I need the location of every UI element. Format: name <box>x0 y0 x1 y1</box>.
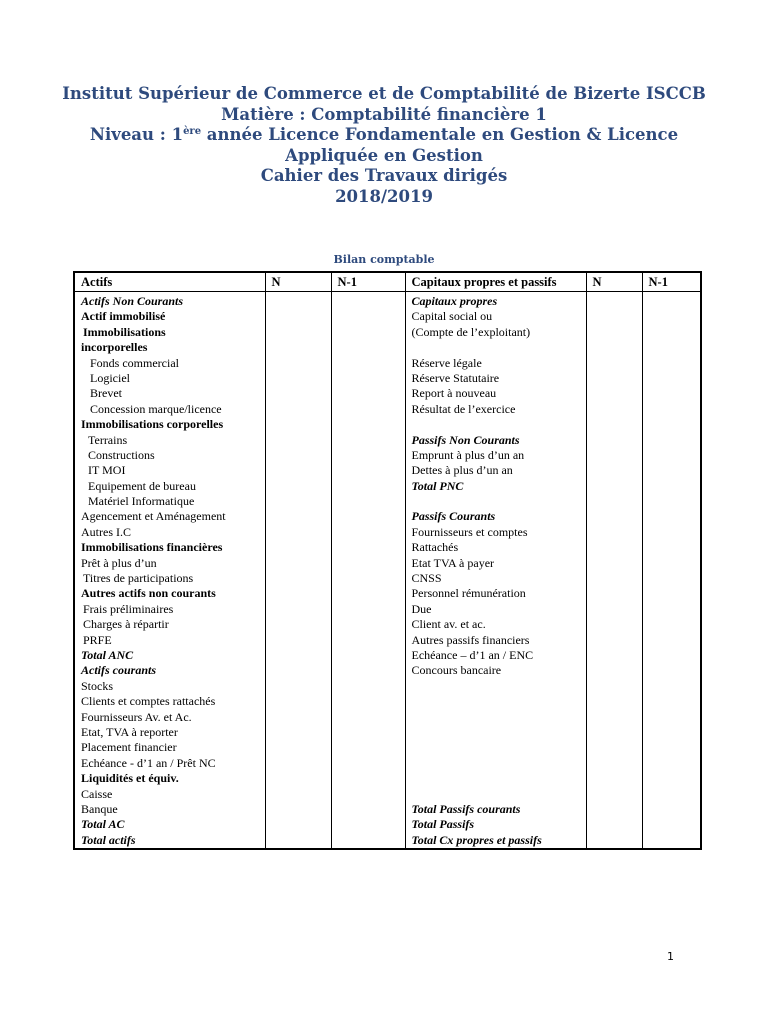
level-rest: année Licence Fondamentale en Gestion & Licence <box>201 125 679 144</box>
passif-line-item: Autres passifs financiers <box>411 632 530 647</box>
blank-line <box>412 771 586 786</box>
actif-line-item: Actifs Non Courants <box>81 294 184 308</box>
actif-line-item: Agencement et Aménagement <box>81 509 226 524</box>
actif-line-item: Banque <box>81 801 118 816</box>
blank-line <box>412 787 586 802</box>
table-header-row <box>74 272 701 292</box>
actif-line-item: Concession marque/licence <box>90 401 222 416</box>
blank-line <box>412 756 586 771</box>
actif-line-item: Brevet <box>90 386 122 401</box>
actif-line-item: Terrains <box>88 432 128 447</box>
actif-line-item: Matériel Informatique <box>88 494 195 509</box>
actif-line-item: Echéance - d’1 an / Prêt NC <box>81 755 216 770</box>
passif-line-item: Résultat de l’exercice <box>411 401 516 416</box>
actif-line-item: Immobilisations financières <box>81 540 223 555</box>
level-prefix: Niveau : 1 <box>89 125 184 144</box>
actif-line-item: Autres actifs non courants <box>81 586 216 601</box>
actif-line-item: IT MOI <box>88 463 126 478</box>
passifs-n-column <box>586 292 642 850</box>
header-n-passifs: N <box>586 272 642 292</box>
actif-line-item: Titres de participations <box>83 571 194 586</box>
header-actifs: Actifs <box>74 272 265 292</box>
actif-line-item: PRFE <box>83 632 112 647</box>
passif-line-item: Client av. et ac. <box>411 617 486 632</box>
passif-line-item: Réserve Statutaire <box>411 370 500 385</box>
passif-line-item: Dettes à plus d’un an <box>411 463 513 478</box>
page-number: 1 <box>667 950 674 963</box>
workbook-title: Cahier des Travaux dirigés <box>260 166 508 185</box>
actif-line-item: Equipement de bureau <box>88 478 196 493</box>
blank-line <box>412 494 586 509</box>
blank-line <box>412 417 586 432</box>
passif-line-item: Passifs Non Courants <box>411 432 520 447</box>
actif-line-item: Constructions <box>88 447 155 462</box>
passif-line-item: Echéance – d’1 an / ENC <box>411 647 534 662</box>
blank-line <box>412 725 586 740</box>
passif-line-item: Personnel rémunération <box>411 586 526 601</box>
actif-line-item: Fonds commercial <box>90 355 179 370</box>
table-body-row <box>74 292 701 850</box>
passif-line-item: Réserve légale <box>411 355 482 370</box>
passif-line-item: Total Cx propres et passifs <box>411 832 542 847</box>
header-passifs: Capitaux propres et passifs <box>405 272 586 292</box>
actif-line-item: Immobilisations <box>83 324 166 339</box>
header-n1-actifs: N-1 <box>331 272 405 292</box>
level-superscript: ère <box>183 126 202 137</box>
actif-line-item: Etat, TVA à reporter <box>81 724 178 739</box>
level-title <box>0 125 768 146</box>
actif-line-item: Logiciel <box>90 370 130 385</box>
actif-line-item: Frais préliminaires <box>83 601 174 616</box>
header-n-actifs: N <box>265 272 331 292</box>
passifs-n1-column <box>642 292 701 850</box>
actif-line-item: Total actifs <box>81 832 136 847</box>
passif-line-item: Concours bancaire <box>411 663 502 678</box>
academic-year: 2018/2019 <box>335 186 433 206</box>
actif-line-item: Prêt à plus d’un <box>81 555 157 570</box>
balance-sheet-table <box>73 271 702 850</box>
passif-line-item: (Compte de l’exploitant) <box>411 324 531 339</box>
blank-line <box>412 679 586 694</box>
actif-line-item: Actifs courants <box>81 663 157 678</box>
level-continuation: Appliquée en Gestion <box>285 145 483 165</box>
actifs-column <box>74 292 265 850</box>
passifs-column <box>405 292 586 850</box>
actif-line-item: Placement financier <box>81 740 177 755</box>
actif-line-item: Fournisseurs Av. et Ac. <box>81 709 192 724</box>
actifs-n-column <box>265 292 331 850</box>
passif-line-item: Total Passifs courants <box>411 801 521 816</box>
passif-line-item: Etat TVA à payer <box>411 555 495 570</box>
passif-line-item: Capitaux propres <box>411 294 498 308</box>
passif-line-item: Total PNC <box>411 478 464 493</box>
passif-line-item: CNSS <box>411 571 442 586</box>
passif-line-item: Rattachés <box>411 540 459 555</box>
table-caption: Bilan comptable <box>333 253 435 266</box>
passif-line-item: Passifs Courants <box>411 509 496 524</box>
subject-title: Matière : Comptabilité financière 1 <box>221 104 547 124</box>
actif-line-item: Immobilisations corporelles <box>81 417 224 432</box>
actif-line-item: Total ANC <box>81 647 134 662</box>
document-header <box>0 84 768 207</box>
actif-line-item: Charges à répartir <box>83 617 169 632</box>
passif-line-item: Total Passifs <box>411 817 475 832</box>
passif-line-item: Capital social ou <box>411 309 493 324</box>
passif-line-item: Emprunt à plus d’un an <box>411 447 525 462</box>
actif-line-item: incorporelles <box>81 340 148 355</box>
header-n1-passifs: N-1 <box>642 272 701 292</box>
blank-line <box>412 340 586 355</box>
blank-line <box>412 710 586 725</box>
passif-line-item: Due <box>411 601 432 616</box>
actif-line-item: Actif immobilisé <box>81 309 166 324</box>
blank-line <box>412 740 586 755</box>
actif-line-item: Caisse <box>81 786 113 801</box>
blank-line <box>412 694 586 709</box>
institute-title: Institut Supérieur de Commerce et de Comptabilité de Bizerte ISCCB <box>62 84 706 103</box>
actifs-n1-column <box>331 292 405 850</box>
actif-line-item: Autres I.C <box>81 524 131 539</box>
actif-line-item: Total AC <box>81 817 125 832</box>
actif-line-item: Clients et comptes rattachés <box>81 694 216 709</box>
passif-line-item: Fournisseurs et comptes <box>411 524 528 539</box>
passif-line-item: Report à nouveau <box>411 386 497 401</box>
actif-line-item: Liquidités et équiv. <box>81 771 179 786</box>
actif-line-item: Stocks <box>81 678 114 693</box>
